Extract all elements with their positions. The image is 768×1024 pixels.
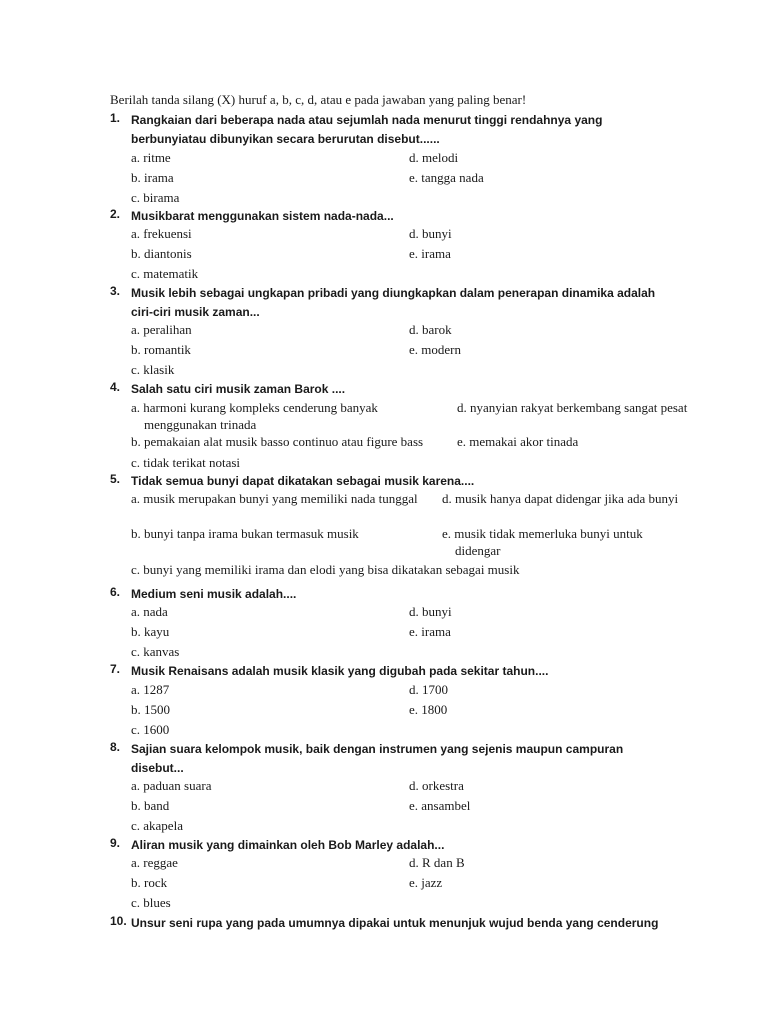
option-b[interactable]: b. irama [131, 170, 174, 185]
question-number: 3. [110, 284, 121, 298]
question-number: 4. [110, 380, 121, 394]
option-b[interactable]: b. kayu [131, 624, 170, 639]
option-e[interactable]: e. irama [409, 624, 451, 639]
option-e[interactable]: e. musik tidak memerluka bunyi untuk didengar [442, 526, 643, 558]
option-d[interactable]: d. orkestra [409, 778, 464, 793]
option-e[interactable]: e. tangga nada [409, 170, 484, 185]
option-a[interactable]: a. 1287 [131, 682, 170, 697]
option-d[interactable]: d. musik hanya dapat didengar jika ada bunyi [442, 491, 679, 506]
option-b[interactable]: b. pemakaian alat musik basso continuo atau figure bass [131, 434, 424, 449]
option-b[interactable]: b. bunyi tanpa irama bukan termasuk musik [131, 526, 359, 541]
option-b[interactable]: b. 1500 [131, 702, 170, 717]
option-e[interactable]: e. modern [409, 342, 461, 357]
option-a[interactable]: a. paduan suara [131, 778, 212, 793]
option-a[interactable]: a. ritme [131, 150, 171, 165]
question-number: 7. [110, 662, 121, 676]
option-d[interactable]: d. nyanyian rakyat berkembang sangat pesat [457, 400, 688, 415]
option-c[interactable]: c. tidak terikat notasi [131, 455, 241, 470]
option-c[interactable]: c. akapela [131, 818, 183, 833]
option-d[interactable]: d. barok [409, 322, 452, 337]
option-a[interactable]: a. peralihan [131, 322, 192, 337]
question-text: Salah satu ciri musik zaman Barok .... [131, 382, 346, 396]
option-d[interactable]: d. melodi [409, 150, 459, 165]
question-text: Musikbarat menggunakan sistem nada-nada... [131, 209, 394, 223]
option-b[interactable]: b. diantonis [131, 246, 192, 261]
option-c[interactable]: c. 1600 [131, 722, 170, 737]
option-a[interactable]: a. nada [131, 604, 168, 619]
question-number: 10. [110, 914, 127, 928]
option-e[interactable]: e. 1800 [409, 702, 448, 717]
option-b[interactable]: b. band [131, 798, 170, 813]
question-text: Unsur seni rupa yang pada umumnya dipakai untuk menunjuk wujud benda yang cenderung [131, 916, 659, 930]
option-a[interactable]: a. musik merupakan bunyi yang memiliki nada tunggal [131, 491, 418, 506]
option-b[interactable]: b. romantik [131, 342, 191, 357]
option-c[interactable]: c. birama [131, 190, 180, 205]
question-text: Musik lebih sebagai ungkapan pribadi yang diungkapkan dalam penerapan dinamika adalah ciri-ciri musik zaman... [131, 286, 656, 319]
question-number: 8. [110, 740, 121, 754]
question-text: Medium seni musik adalah.... [131, 587, 297, 601]
option-a[interactable]: a. reggae [131, 855, 178, 870]
question-number: 6. [110, 585, 121, 599]
option-a[interactable]: a. harmoni kurang kompleks cenderung banyak menggunakan trinada [131, 400, 378, 432]
option-e[interactable]: e. jazz [409, 875, 443, 890]
question-text: Aliran musik yang dimainkan oleh Bob Marley adalah... [131, 838, 445, 852]
option-c[interactable]: c. matematik [131, 266, 199, 281]
option-e[interactable]: e. irama [409, 246, 451, 261]
option-c[interactable]: c. klasik [131, 362, 175, 377]
option-b[interactable]: b. rock [131, 875, 168, 890]
option-a[interactable]: a. frekuensi [131, 226, 192, 241]
option-e[interactable]: e. ansambel [409, 798, 471, 813]
option-e[interactable]: e. memakai akor tinada [457, 434, 579, 449]
option-d[interactable]: d. bunyi [409, 604, 452, 619]
option-c[interactable]: c. kanvas [131, 644, 180, 659]
option-c[interactable]: c. bunyi yang memiliki irama dan elodi yang bisa dikatakan sebagai musik [131, 562, 520, 577]
option-d[interactable]: d. bunyi [409, 226, 452, 241]
option-d[interactable]: d. R dan B [409, 855, 465, 870]
question-number: 5. [110, 472, 121, 486]
question-text: Musik Renaisans adalah musik klasik yang digubah pada sekitar tahun.... [131, 664, 549, 678]
question-number: 9. [110, 836, 121, 850]
option-d[interactable]: d. 1700 [409, 682, 448, 697]
option-c[interactable]: c. blues [131, 895, 171, 910]
question-text: Rangkaian dari beberapa nada atau sejumlah nada menurut tinggi rendahnya yang berbunyiatau dibunyikan secara berurutan disebut...... [131, 113, 603, 146]
instruction-text: Berilah tanda silang (X) huruf a, b, c, d, atau e pada jawaban yang paling benar! [110, 92, 527, 107]
question-text: Tidak semua bunyi dapat dikatakan sebagai musik karena.... [131, 474, 475, 488]
question-number: 1. [110, 111, 121, 125]
question-text: Sajian suara kelompok musik, baik dengan instrumen yang sejenis maupun campuran disebut... [131, 742, 624, 775]
question-number: 2. [110, 207, 121, 221]
